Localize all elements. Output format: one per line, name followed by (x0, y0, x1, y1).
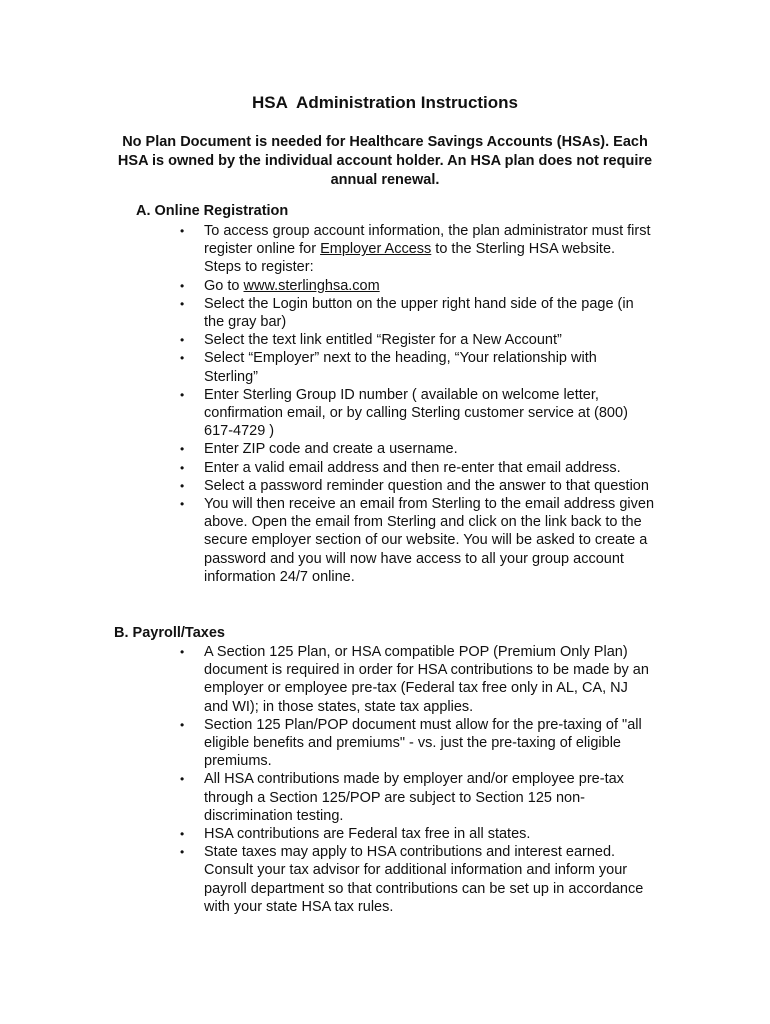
list-item-text: to the Sterling HSA website. Steps to register: (204, 241, 616, 276)
list-item (178, 716, 654, 771)
bullet-icon: • (180, 442, 185, 457)
bullet-icon: • (180, 351, 185, 366)
section-b-list (178, 643, 654, 916)
bullet-icon: • (180, 717, 185, 732)
list-item (178, 843, 654, 916)
bullet-icon: • (180, 827, 185, 842)
list-item-text: A Section 125 Plan, or HSA compatible POP (Premium Only Plan) document is required in order for HSA contributions to be made by an employer or employee pre-tax (Federal tax free only in AL, CA, NJ and WI); in those states, state tax applies. (204, 644, 649, 715)
list-item (178, 495, 654, 586)
list-item (178, 825, 654, 843)
list-item (178, 222, 654, 277)
list-item-text: To access group account information, the plan administrator must first register online for (204, 223, 651, 258)
list-item-text: You will then receive an email from Sterling to the email address given above. Open the email from Sterling and click on the link back to the secure employer section of our website. You will be asked to create a password and you will now have access to all your group account information 24/7 online. (204, 496, 655, 585)
list-item-text: State taxes may apply to HSA contributions and interest earned. Consult your tax advisor for additional information and inform your payroll department so that contributions can be set up in accordance with your state HSA tax rules. (204, 844, 644, 915)
list-item (178, 477, 654, 495)
bullet-icon: • (180, 278, 185, 293)
section-b-heading: B. Payroll/Taxes (114, 625, 225, 641)
website-link[interactable]: www.sterlinghsa.com (243, 277, 380, 294)
document-title: HSA Administration Instructions (251, 93, 519, 112)
bullet-icon: • (180, 772, 185, 787)
intro-paragraph: No Plan Document is needed for Healthcare Savings Accounts (HSAs). Each HSA is owned by the individual account holder. An HSA plan does not require annual renewal. (117, 134, 653, 188)
bullet-icon: • (180, 333, 185, 348)
list-item-text: Select the Login button on the upper right hand side of the page (in the gray bar) (204, 295, 634, 331)
bullet-icon: • (180, 497, 185, 512)
list-item-text: Go to (204, 277, 244, 294)
list-item-text: Enter ZIP code and create a username. (204, 441, 458, 458)
list-item (178, 295, 654, 331)
list-item-text: Enter Sterling Group ID number ( available on welcome letter, confirmation email, or by calling Sterling customer service at (800) 617-4729 ) (204, 386, 628, 440)
list-item-text: Select “Employer” next to the heading, “Your relationship with Sterling” (204, 350, 597, 385)
list-item (178, 440, 654, 458)
list-item (178, 643, 654, 716)
list-item-text: All HSA contributions made by employer and/or employee pre-tax through a Section 125/POP are subject to Section 125 non-discrimination testing. (204, 771, 624, 824)
bullet-icon: • (180, 296, 185, 311)
list-item-text: Select a password reminder question and the answer to that question (204, 477, 649, 494)
list-item (178, 331, 654, 349)
bullet-icon: • (180, 224, 185, 238)
list-item-text: Section 125 Plan/POP document must allow for the pre-taxing of "all eligible benefits and premiums" - vs. just the pre-taxing of eligible premiums. (204, 716, 642, 770)
section-a-list (178, 222, 654, 586)
bullet-icon: • (180, 845, 185, 860)
list-item (178, 277, 654, 295)
list-item-text: Enter a valid email address and then re-enter that email address. (204, 459, 621, 476)
bullet-icon: • (180, 478, 185, 493)
list-item-text: Select the text link entitled “Register for a New Account” (204, 332, 562, 349)
employer-access-link[interactable]: Employer Access (320, 241, 432, 258)
list-item (178, 349, 654, 385)
section-a-heading: A. Online Registration (136, 203, 289, 219)
list-item (178, 386, 654, 441)
bullet-icon: • (180, 645, 185, 659)
list-item (178, 459, 654, 477)
bullet-icon: • (180, 460, 185, 475)
list-item-text: HSA contributions are Federal tax free in all states. (204, 826, 531, 843)
bullet-icon: • (180, 387, 185, 402)
list-item (178, 770, 654, 825)
